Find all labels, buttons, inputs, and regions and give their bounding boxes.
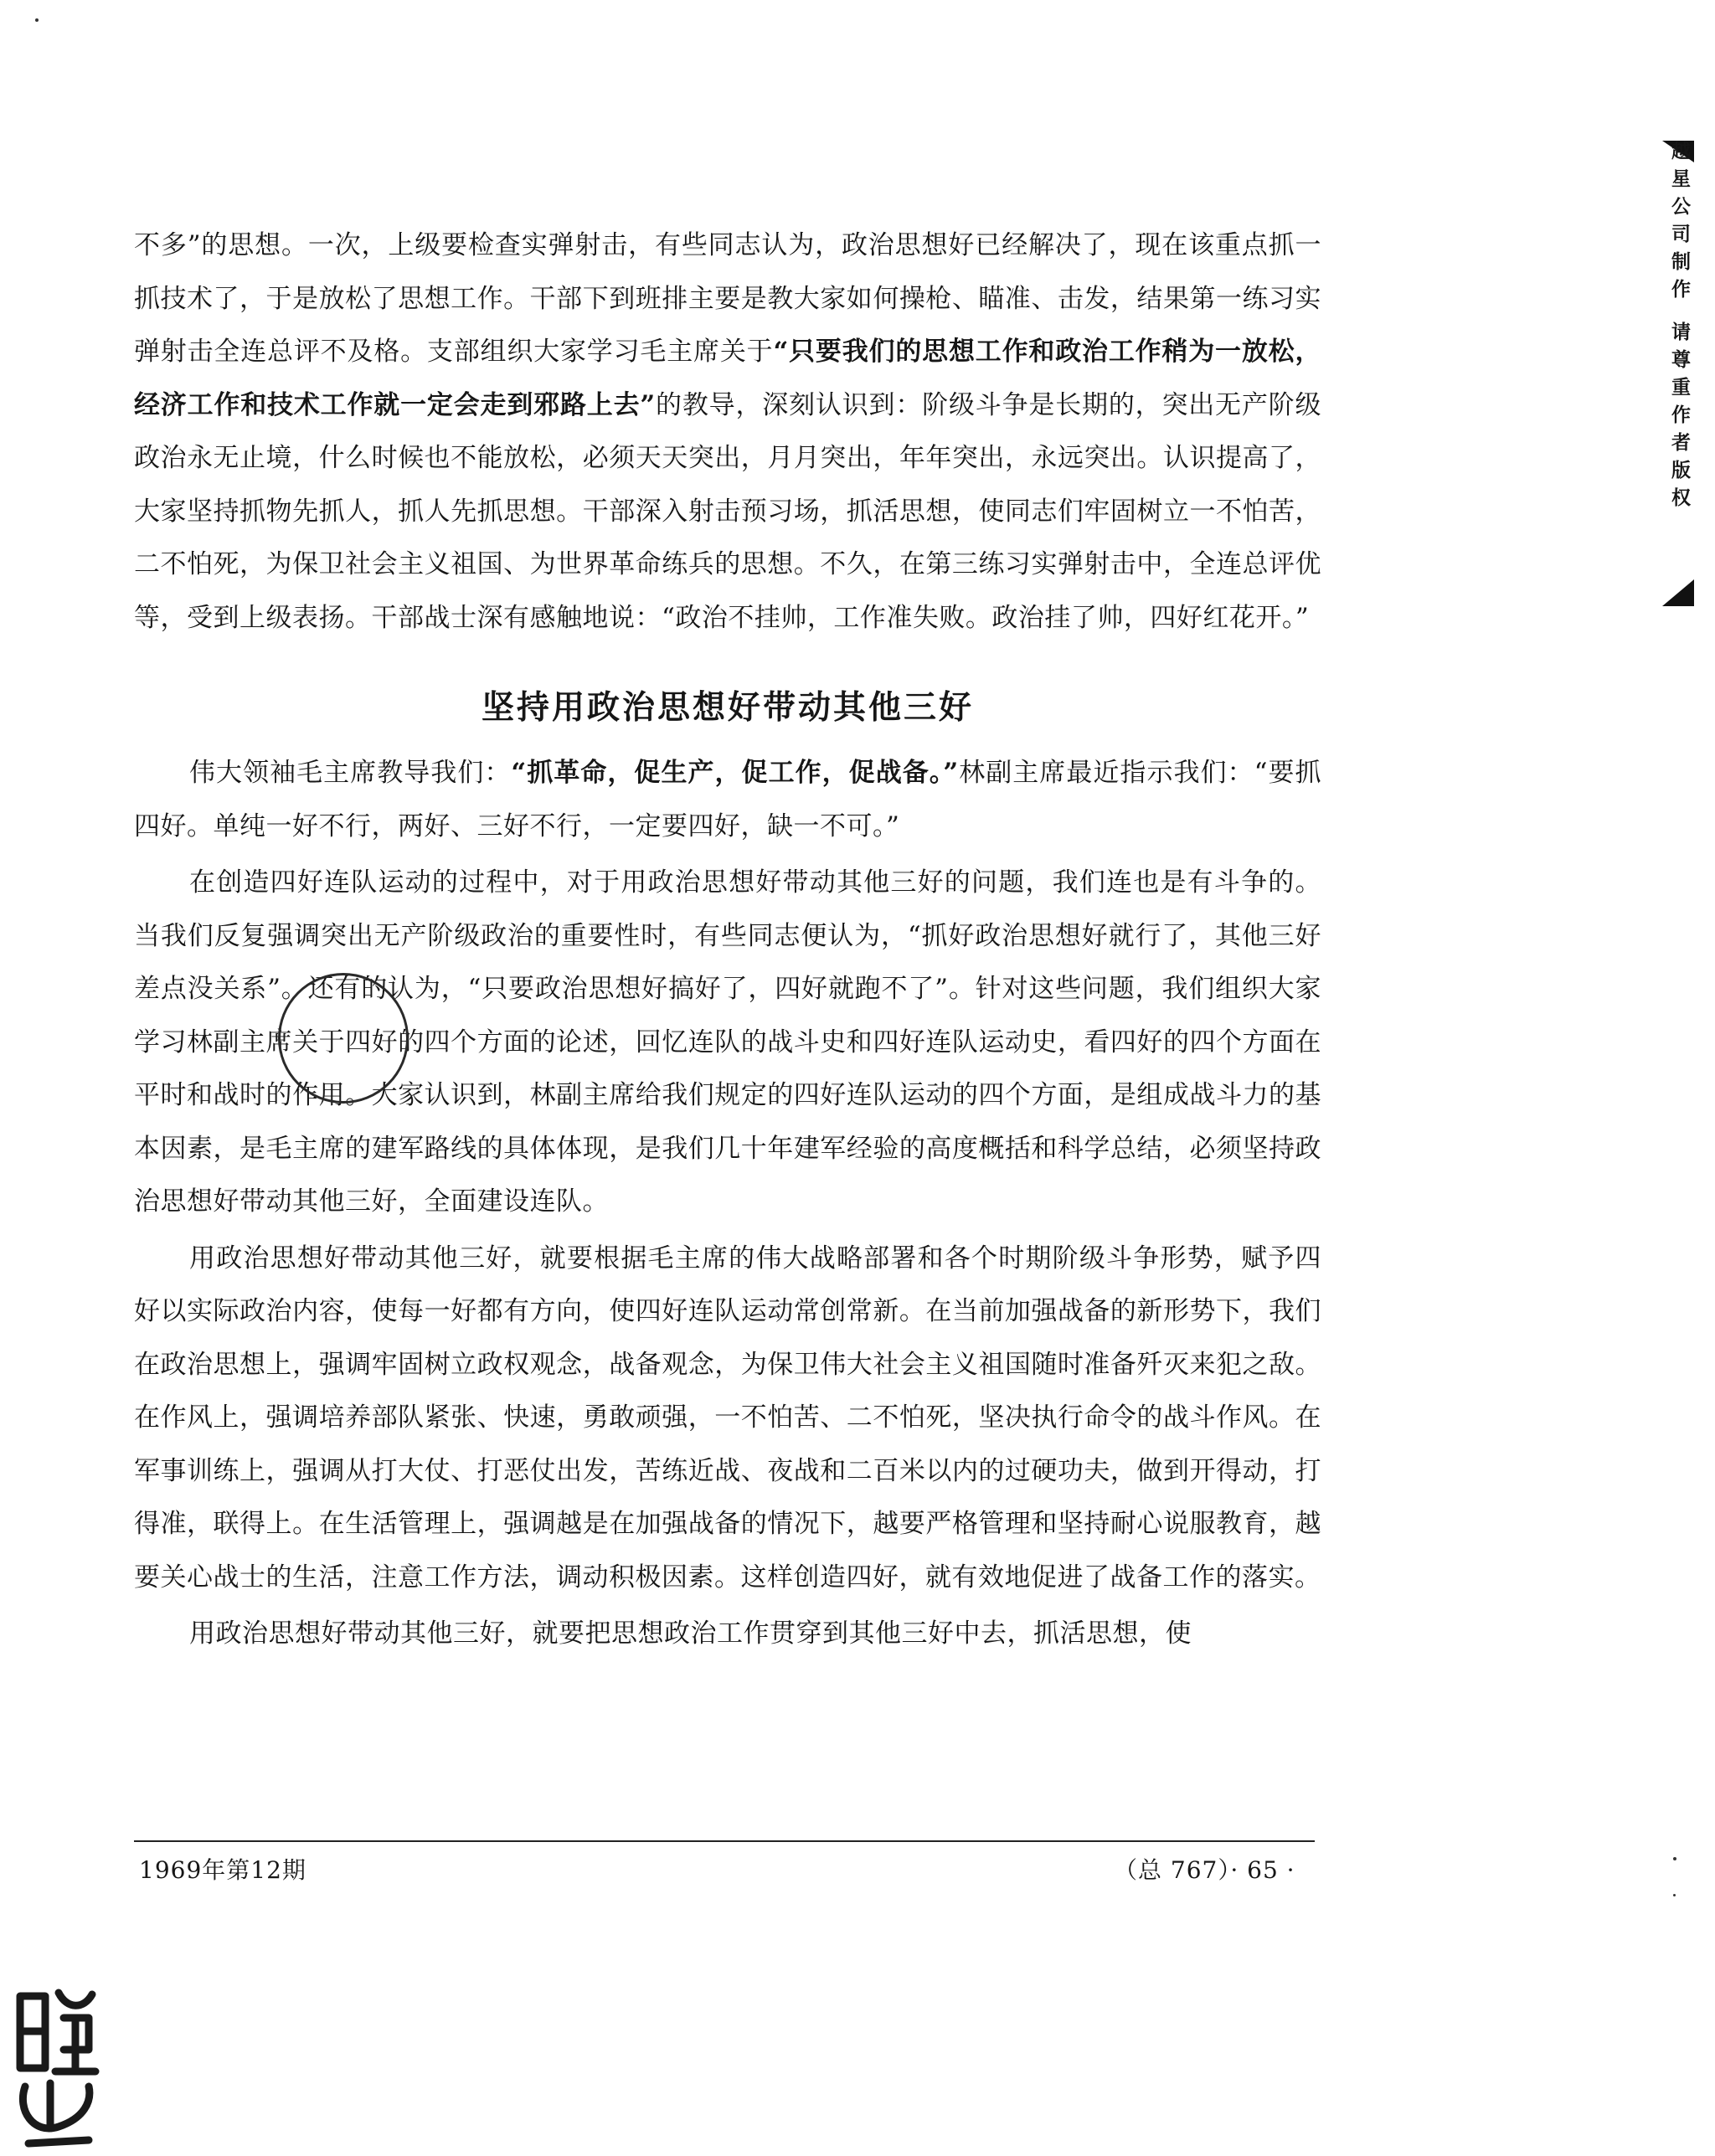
paragraph-2-start: 伟大领袖毛主席教导我们： xyxy=(189,758,512,788)
paragraph-5: 用政治思想好带动其他三好，就要把思想政治工作贯穿到其他三好中去，抓活思想，使 xyxy=(189,1618,1192,1649)
issue-label: 1969年第12期 xyxy=(139,1856,306,1884)
paragraph-3: 在创造四好连队运动的过程中，对于用政治思想好带动其他三好的问题，我们连也是有斗争的。当我们反复强调突出无产阶级政治的重要性时，有些同志便认为，“抓好政治思想好就行了，其他三好差点没关系”。还有的认为，“只要政治思想好搞好了，四好就跑不了”。针对这些问题，我们组织大家学习林副主席关于四好的四个方面的论述，回忆连队的战斗史和四好连队运动史，看四好的四个方面在平时和战时的作用。大家认识到，林副主席给我们规定的四好连队运动的四个方面，是组成战斗力的基本因素，是毛主席的建军路线的具体体现，是我们几十年建军经验的高度概括和科学总结，必须坚持政治思想好带动其他三好，全面建设连队。 xyxy=(134,867,1321,1217)
seal-stamp-icon xyxy=(8,1984,102,2152)
margin-bar-bottom xyxy=(1662,579,1694,606)
paragraph-1 xyxy=(134,219,1321,645)
page-number: （总 767）· 65 · xyxy=(1114,1856,1295,1884)
scan-speck xyxy=(1673,1894,1676,1896)
paragraph-1-text: 不多”的思想。一次，上级要检查实弹射击，有些同志认为，政治思想好已经解决了，现在该重点抓一抓技术了，于是放松了思想工作。干部下到班排主要是教大家如何操枪、瞄准、击发，结果第一练习实弹射击全连总评不及格。支部组织大家学习毛主席关于 xyxy=(134,230,1321,367)
paragraph-2 xyxy=(134,747,1321,853)
paragraph-2-quote: “抓革命，促生产，促工作，促战备。” xyxy=(511,758,959,788)
paragraph-2-end: 林副主席最近指示我们：“要抓四好。单纯一好不行，两好、三好不行，一定要四好，缺一不可。” xyxy=(134,758,1321,841)
scan-speck xyxy=(35,18,39,22)
paragraph-1-end: 的教导，深刻认识到：阶级斗争是长期的，突出无产阶级政治永无止境，什么时候也不能放松，必须天天突出，月月突出，年年突出，永远突出。认识提高了，大家坚持抓物先抓人，抓人先抓思想。干部深入射击预习场，抓活思想，使同志们牢固树立一不怕苦，二不怕死，为保卫社会主义祖国、为世界革命练兵的思想。不久，在第三练习实弹射击中，全连总评优等，受到上级表扬。干部战士深有感触地说：“政治不挂帅，工作准失败。政治挂了帅，四好红花开。” xyxy=(134,389,1321,633)
section-title: 坚持用政治思想好带动其他三好 xyxy=(481,689,974,727)
copyright-margin-notice: 越星公司制作 请尊重作者版权 xyxy=(1668,141,1690,516)
paragraph-1-quote: “只要我们的思想工作和政治工作稍为一放松，经济工作和技术工作就一定会走到邪路上去” xyxy=(134,337,1321,420)
paragraph-4: 用政治思想好带动其他三好，就要根据毛主席的伟大战略部署和各个时期阶级斗争形势，赋予四好以实际政治内容，使每一好都有方向，使四好连队运动常创常新。在当前加强战备的新形势下，我们在政治思想上，强调牢固树立政权观念，战备观念，为保卫伟大社会主义祖国随时准备歼灭来犯之敌。在作风上，强调培养部队紧张、快速，勇敢顽强，一不怕苦、二不怕死，坚决执行命令的战斗作风。在军事训练上，强调从打大仗、打恶仗出发，苦练近战、夜战和二百米以内的过硬功夫，做到开得动，打得准，联得上。在生活管理上，强调越是在加强战备的情况下，越要严格管理和坚持耐心说服教育，越要关心战士的生活，注意工作方法，调动积极因素。这样创造四好，就有效地促进了战备工作的落实。 xyxy=(134,1243,1321,1593)
article-body xyxy=(134,219,1321,1661)
footer-divider xyxy=(134,1840,1315,1842)
scan-speck xyxy=(1673,1857,1676,1860)
